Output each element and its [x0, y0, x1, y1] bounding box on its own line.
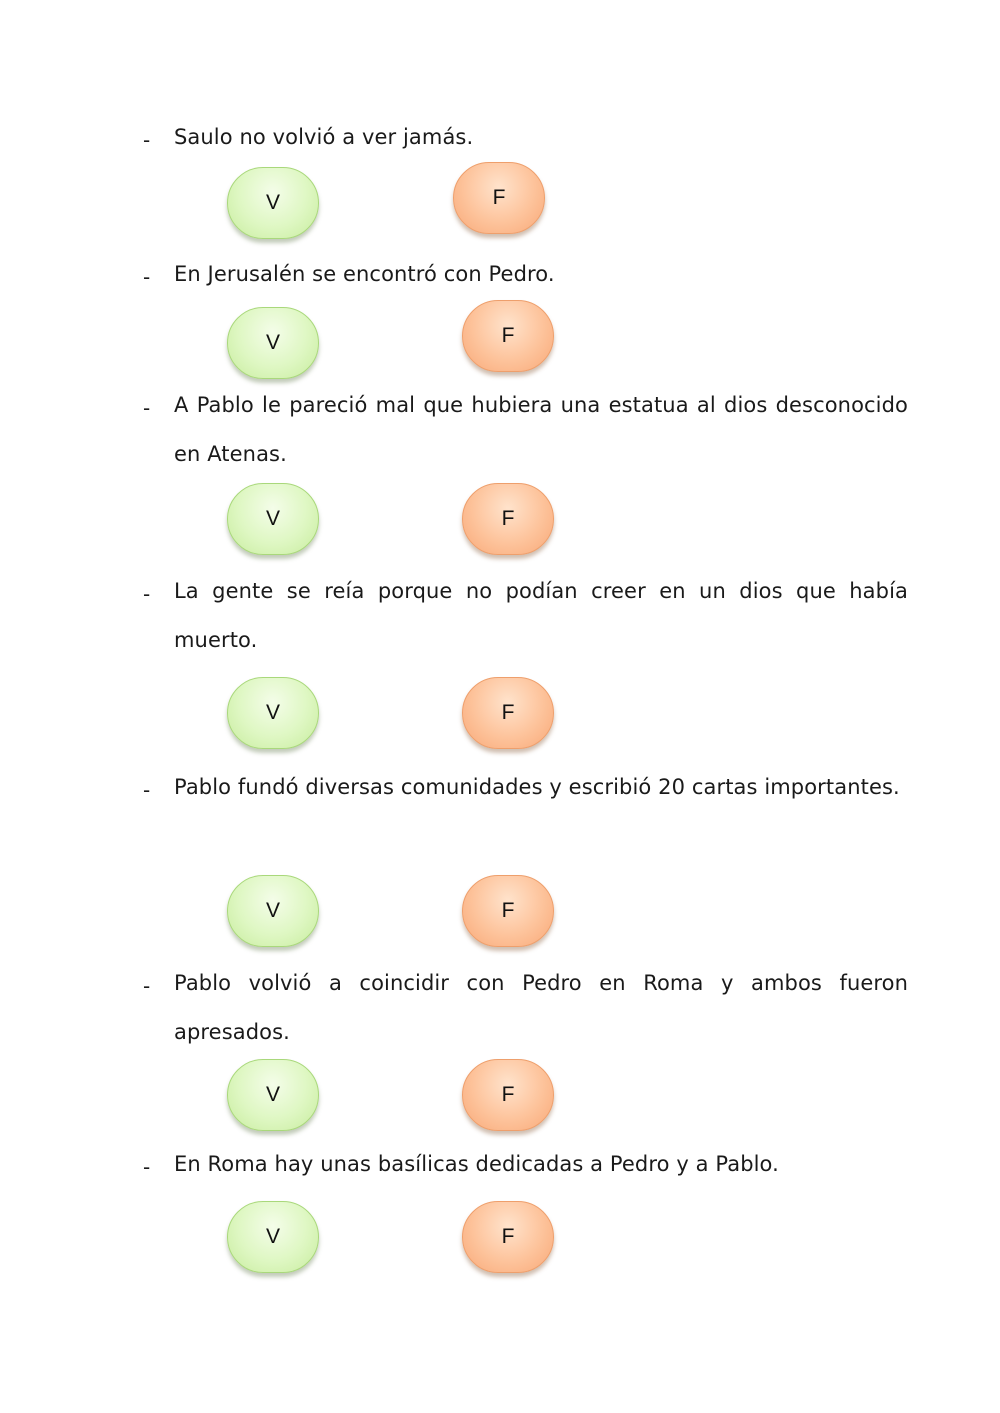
false-button[interactable]: F — [462, 1201, 554, 1273]
bullet-dash: - — [143, 396, 151, 420]
true-button[interactable]: V — [227, 1201, 319, 1273]
true-button[interactable]: V — [227, 875, 319, 947]
true-button[interactable]: V — [227, 483, 319, 555]
false-button[interactable]: F — [462, 1059, 554, 1131]
false-button[interactable]: F — [462, 300, 554, 372]
statement-text: La gente se reía porque no podían creer en un dios que había muerto. — [174, 579, 908, 652]
true-button[interactable]: V — [227, 167, 319, 239]
true-button[interactable]: V — [227, 307, 319, 379]
statement-text: Pablo fundó diversas comunidades y escribió 20 cartas importantes. — [174, 775, 900, 799]
bullet-dash: - — [143, 128, 151, 152]
bullet-dash: - — [143, 1155, 151, 1179]
statement-text: Saulo no volvió a ver jamás. — [174, 125, 474, 149]
false-button[interactable]: F — [462, 875, 554, 947]
true-button[interactable]: V — [227, 677, 319, 749]
false-button[interactable]: F — [453, 162, 545, 234]
bullet-dash: - — [143, 265, 151, 289]
bullet-dash: - — [143, 974, 151, 998]
false-button[interactable]: F — [462, 483, 554, 555]
statement-text: En Roma hay unas basílicas dedicadas a Pedro y a Pablo. — [174, 1152, 779, 1176]
true-button[interactable]: V — [227, 1059, 319, 1131]
statement-text: En Jerusalén se encontró con Pedro. — [174, 262, 555, 286]
bullet-dash: - — [143, 582, 151, 606]
statement-text: Pablo volvió a coincidir con Pedro en Roma y ambos fueron apresados. — [174, 971, 908, 1044]
bullet-dash: - — [143, 778, 151, 802]
statement-text: A Pablo le pareció mal que hubiera una estatua al dios desconocido en Atenas. — [174, 393, 908, 466]
false-button[interactable]: F — [462, 677, 554, 749]
